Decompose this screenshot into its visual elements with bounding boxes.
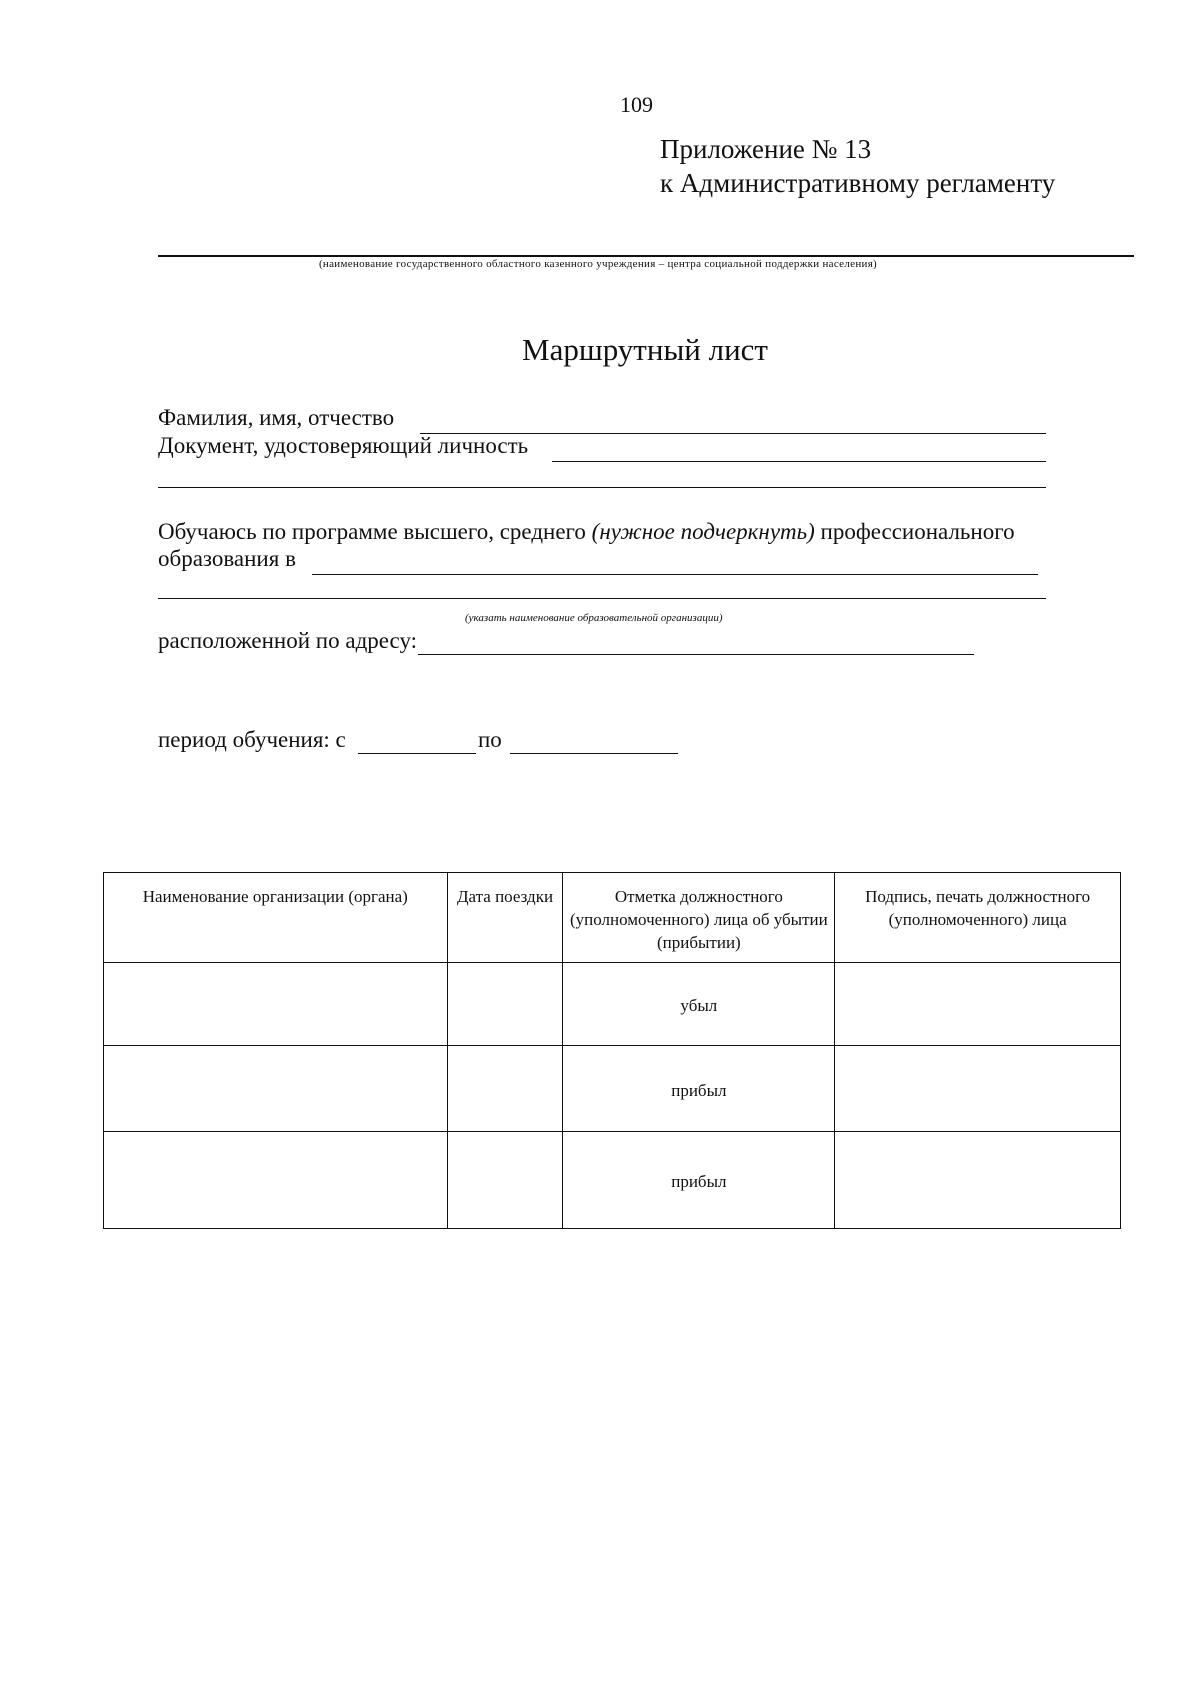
cell-organization[interactable]: [104, 1046, 448, 1132]
cell-signature[interactable]: [835, 1132, 1121, 1229]
table-row: [104, 1132, 1121, 1229]
route-table: [103, 872, 1121, 1229]
table-header-row: [104, 873, 1121, 963]
header-official-mark: Отметка должностного (уполномоченного) лица об убытии (прибытии): [563, 873, 835, 963]
cell-trip-date[interactable]: [447, 1046, 563, 1132]
address-field[interactable]: [418, 654, 974, 655]
appendix-line-2: к Административному регламенту: [660, 168, 1056, 198]
cell-trip-date[interactable]: [447, 963, 563, 1046]
appendix-line-1: Приложение № 13: [660, 134, 872, 164]
education-org-note: (указать наименование образовательной организации): [465, 612, 723, 624]
table-row: [104, 963, 1121, 1046]
table-row: [104, 1046, 1121, 1132]
period-to-label: по: [478, 727, 502, 752]
page-number: 109: [620, 92, 653, 117]
period-label: период обучения: с: [158, 727, 346, 752]
cell-organization[interactable]: [104, 963, 448, 1046]
org-name-line[interactable]: [158, 255, 1134, 257]
education-org-field-continued[interactable]: [158, 598, 1046, 599]
address-label: расположенной по адресу:: [158, 628, 418, 653]
study-italic-note: (нужное подчеркнуть): [591, 519, 815, 544]
cell-mark: прибыл: [563, 1046, 835, 1132]
cell-trip-date[interactable]: [447, 1132, 563, 1229]
document-field[interactable]: [552, 461, 1046, 462]
document-label: Документ, удостоверяющий личность: [158, 433, 529, 458]
org-name-caption: (наименование государственного областного казенного учреждения – центра социальной поддержки населения): [318, 258, 878, 270]
cell-mark: убыл: [563, 963, 835, 1046]
appendix-heading: [660, 132, 1055, 200]
header-organization: Наименование организации (органа): [104, 873, 448, 963]
study-text-1: Обучаюсь по программе высшего, среднего: [158, 519, 586, 544]
fio-label: Фамилия, имя, отчество: [158, 405, 395, 430]
period-to-field[interactable]: [510, 753, 678, 754]
cell-organization[interactable]: [104, 1132, 448, 1229]
education-label: образования в: [158, 546, 296, 571]
cell-signature[interactable]: [835, 963, 1121, 1046]
study-program-line: [158, 519, 1015, 545]
header-signature-stamp: Подпись, печать должностного (уполномоченного) лица: [835, 873, 1121, 963]
education-org-field[interactable]: [312, 574, 1038, 575]
document-field-continued[interactable]: [158, 487, 1046, 488]
study-text-2: профессионального: [820, 519, 1015, 544]
cell-mark: прибыл: [563, 1132, 835, 1229]
document-title: Маршрутный лист: [522, 332, 768, 367]
header-trip-date: Дата поездки: [447, 873, 563, 963]
cell-signature[interactable]: [835, 1046, 1121, 1132]
period-from-field[interactable]: [358, 753, 476, 754]
